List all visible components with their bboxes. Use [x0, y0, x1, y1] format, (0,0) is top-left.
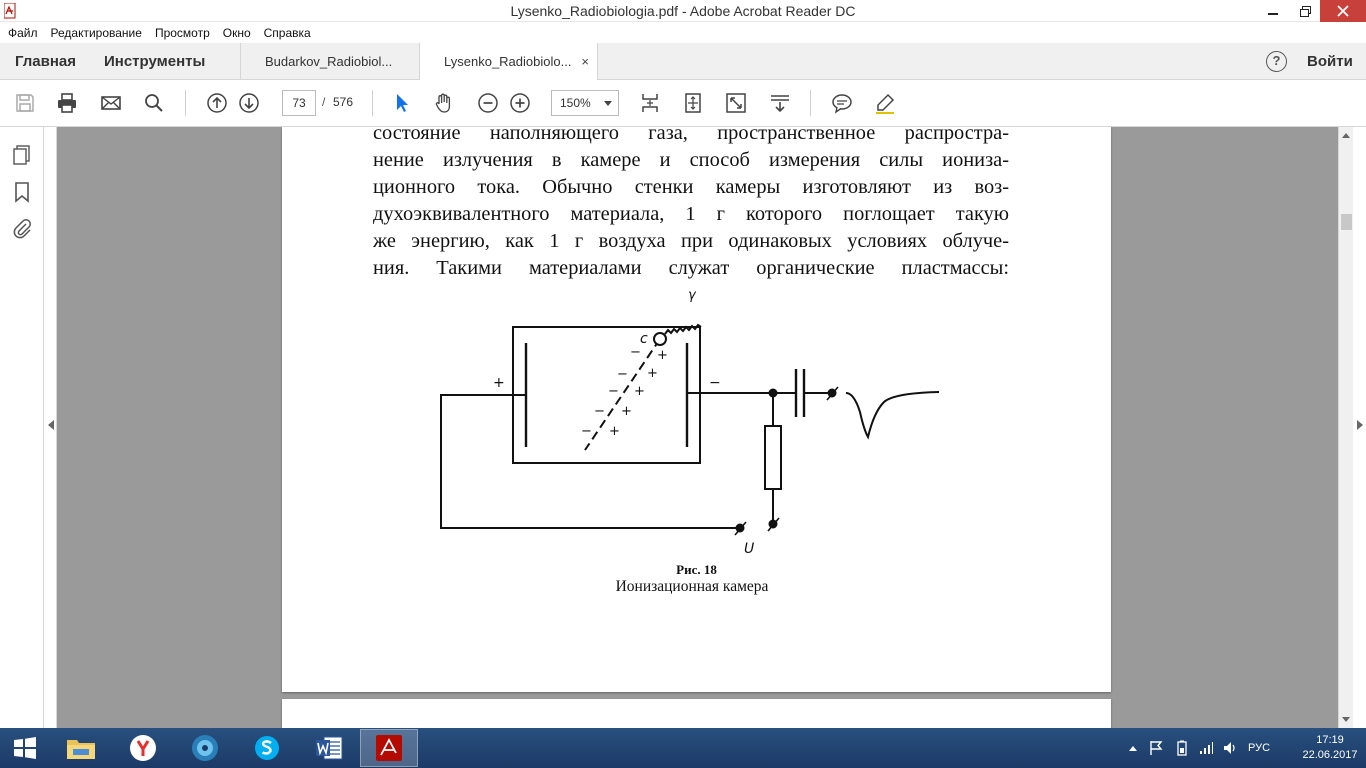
network-signal-icon[interactable] [1198, 740, 1214, 756]
left-wire [441, 395, 740, 528]
media-disc-icon [191, 734, 219, 762]
page-scroll-icon [639, 92, 661, 114]
toolbar-separator [372, 90, 373, 116]
voltage-label: U [744, 541, 755, 557]
signin-button[interactable]: Войти [1307, 53, 1353, 70]
full-screen-button[interactable] [724, 91, 748, 115]
text-line: ния. Такими материалами служат органические пластмассы: [373, 257, 1009, 280]
chevron-right-icon [1357, 420, 1363, 430]
hand-tool-button[interactable] [432, 91, 456, 115]
ion-minus: − [581, 424, 592, 439]
comment-button[interactable] [830, 91, 854, 115]
windows-logo-icon [13, 736, 37, 760]
entry-point [654, 333, 666, 345]
zoom-in-button[interactable] [508, 91, 532, 115]
ion-plus: + [621, 404, 632, 419]
figure-number: Рис. 18 [676, 562, 717, 577]
tab-bar [0, 43, 1366, 80]
word-icon [314, 734, 344, 762]
paperclip-icon[interactable] [11, 217, 33, 239]
right-minus-label: − [709, 375, 721, 391]
junction-node [769, 389, 778, 398]
taskbar-word[interactable] [300, 729, 358, 767]
expand-icon [725, 92, 747, 114]
toolbar-separator [810, 90, 811, 116]
ion-plus: + [657, 348, 668, 363]
prev-page-button[interactable] [205, 91, 229, 115]
scroll-down-icon[interactable] [1342, 717, 1350, 722]
page-number-input[interactable]: 73 [282, 90, 316, 116]
doc-tab-label: Budarkov_Radiobiol... [265, 54, 393, 69]
zoom-select[interactable] [551, 90, 619, 116]
close-icon [1337, 5, 1349, 17]
zoom-value: 150% [560, 96, 591, 110]
zoom-out-button[interactable] [476, 91, 500, 115]
next-pdf-page [282, 699, 1111, 728]
pdf-page [282, 127, 1111, 692]
text-line: духоэквивалентного материала, 1 г которого поглощает такую [373, 203, 1009, 226]
select-tool-button[interactable] [390, 91, 414, 115]
close-window-button[interactable] [1320, 0, 1366, 22]
ion-minus: − [617, 367, 628, 382]
ion-minus: − [594, 404, 605, 419]
read-mode-button[interactable] [768, 91, 792, 115]
minus-circle-icon [477, 92, 499, 114]
vertical-scrollbar[interactable] [1338, 127, 1353, 728]
taskbar-media-app[interactable] [176, 729, 234, 767]
ion-plus: + [634, 384, 645, 399]
resistor [765, 426, 781, 489]
volume-icon[interactable] [1222, 740, 1238, 756]
scroll-up-icon[interactable] [1342, 133, 1350, 138]
ionization-chamber-diagram [432, 287, 952, 567]
chamber-box [513, 327, 700, 463]
yandex-icon [129, 734, 157, 762]
menu-file[interactable]: Файл [8, 25, 38, 40]
menu-window[interactable]: Окно [222, 25, 251, 40]
toolbar-separator [185, 90, 186, 116]
document-view[interactable] [57, 127, 1338, 728]
page-thumbnails-icon[interactable] [11, 144, 33, 166]
page-total: 576 [333, 95, 354, 109]
close-tab-icon[interactable]: × [581, 54, 589, 69]
chevron-left-icon [48, 420, 54, 430]
menu-edit[interactable]: Редактирование [50, 25, 142, 40]
hand-icon [433, 92, 455, 114]
next-page-button[interactable] [237, 91, 261, 115]
tab-tools[interactable]: Инструменты [104, 53, 206, 70]
chevron-down-icon [604, 101, 612, 106]
highlight-button[interactable] [873, 91, 897, 115]
save-button[interactable] [13, 91, 37, 115]
system-clock[interactable] [1300, 733, 1360, 763]
toolbar [0, 80, 1366, 127]
taskbar [0, 728, 1366, 768]
cursor-arrow-icon [391, 92, 413, 114]
taskbar-skype[interactable] [238, 729, 296, 767]
envelope-icon [100, 92, 122, 114]
ion-minus: − [630, 345, 641, 360]
left-side-panel [0, 127, 44, 728]
particle-track [585, 339, 660, 450]
text-line: состояние наполняющего газа, пространственное распростра- [373, 127, 1009, 144]
folder-icon [65, 734, 97, 762]
right-panel-toggle[interactable] [1353, 127, 1366, 728]
scroll-mode-button[interactable] [638, 91, 662, 115]
help-icon[interactable]: ? [1266, 51, 1287, 72]
skype-icon [253, 734, 281, 762]
search-icon [143, 92, 165, 114]
doc-tab-budarkov[interactable] [240, 43, 420, 80]
action-center-flag-icon[interactable] [1148, 740, 1164, 756]
system-tray [1128, 728, 1270, 768]
highlighter-icon [874, 92, 896, 114]
minimize-icon [1268, 6, 1278, 16]
ion-minus: − [608, 384, 619, 399]
text-line: же энергию, как 1 г воздуха при одинаковых условиях облуче- [373, 230, 1009, 253]
start-button[interactable] [0, 729, 50, 767]
gamma-label: γ [688, 288, 696, 303]
arrow-down-circle-icon [238, 92, 260, 114]
menu-view[interactable]: Просмотр [154, 25, 210, 40]
minimize-button[interactable] [1258, 0, 1288, 22]
read-mode-icon [769, 92, 791, 114]
comment-icon [831, 92, 853, 114]
arrow-up-circle-icon [206, 92, 228, 114]
acrobat-icon [375, 734, 403, 762]
page-text [373, 127, 1009, 283]
ion-plus: + [609, 424, 620, 439]
battery-icon[interactable] [1174, 740, 1190, 756]
fit-page-icon [682, 92, 704, 114]
left-plus-label: + [493, 375, 505, 391]
text-line: нение излучения в камере и способ измерения силы иониза- [373, 149, 1009, 172]
doc-tab-label: Lysenko_Radiobiolo... [444, 54, 572, 69]
title-bar [0, 0, 1366, 22]
bookmark-icon[interactable] [11, 181, 33, 203]
search-button[interactable] [142, 91, 166, 115]
text-line: ционного тока. Обычно стенки камеры изготовляют из воз- [373, 176, 1009, 199]
restore-icon [1300, 6, 1311, 17]
page-separator: / [322, 95, 326, 109]
scrollbar-thumb[interactable] [1341, 214, 1352, 230]
input-language[interactable]: РУС [1248, 742, 1271, 754]
clock-date: 22.06.2017 [1302, 749, 1358, 761]
fit-page-button[interactable] [681, 91, 705, 115]
show-hidden-icons-icon[interactable] [1128, 743, 1138, 753]
taskbar-file-explorer[interactable] [52, 729, 110, 767]
tab-home[interactable]: Главная [15, 53, 77, 70]
doc-tab-lysenko[interactable] [420, 43, 598, 81]
print-button[interactable] [55, 91, 79, 115]
print-icon [56, 92, 78, 114]
point-c-label: c [640, 331, 648, 347]
plus-circle-icon [509, 92, 531, 114]
output-pulse [846, 392, 939, 437]
clock-time: 17:19 [1316, 734, 1344, 746]
taskbar-yandex-browser[interactable] [114, 729, 172, 767]
figure-caption: Ионизационная камера [615, 578, 769, 595]
menu-bar [0, 22, 1366, 43]
window-title: Lysenko_Radiobiologia.pdf - Adobe Acrobat Reader DC [510, 3, 856, 19]
email-button[interactable] [99, 91, 123, 115]
ion-plus: + [647, 366, 658, 381]
save-icon [14, 92, 36, 114]
taskbar-acrobat-reader[interactable] [360, 729, 418, 767]
restore-button[interactable] [1290, 0, 1320, 22]
left-panel-toggle[interactable] [44, 127, 57, 728]
menu-help[interactable]: Справка [263, 25, 311, 40]
